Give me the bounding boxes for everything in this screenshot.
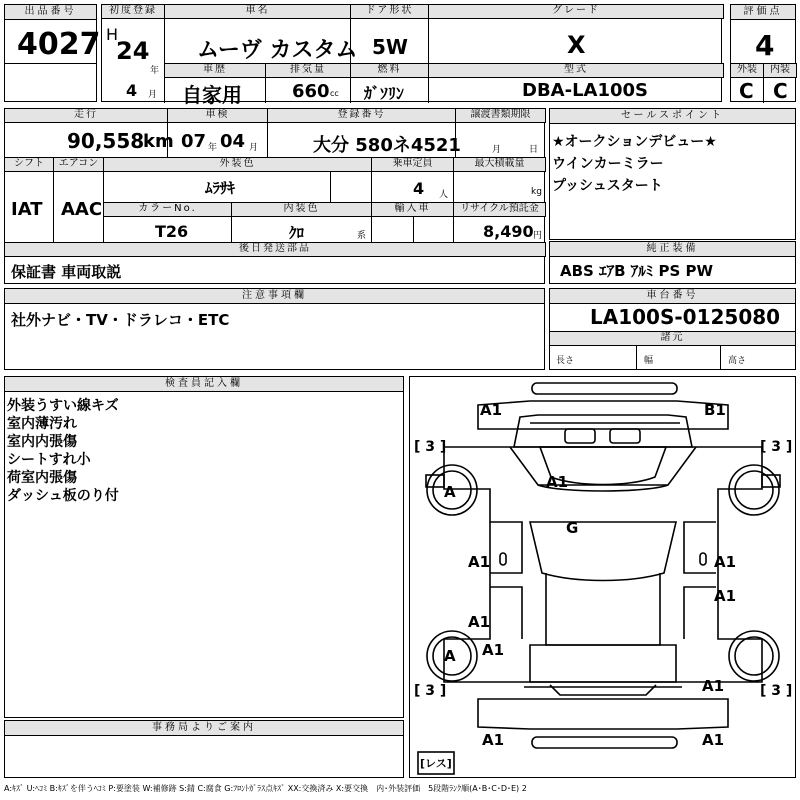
score-label: 評価点 <box>731 5 795 20</box>
int-color-suffix: 系 <box>357 231 367 241</box>
inspection-year-unit: 年 <box>208 143 218 153</box>
capacity: 4 <box>413 179 425 198</box>
year-unit: 年 <box>150 66 160 76</box>
spare-tire <box>420 755 452 771</box>
damage-mark: A1 <box>546 473 569 491</box>
color-no-label: カラーNo. <box>103 202 232 217</box>
bracket-open: [ <box>760 439 767 455</box>
fuel: ｶﾞｿﾘﾝ <box>364 84 405 103</box>
tire-depth: 3 <box>771 683 782 699</box>
office-label: 事務局よりご案内 <box>5 721 403 736</box>
max-load-label: 最大積載量 <box>453 157 546 172</box>
inspector-note: ダッシュ板のり付 <box>7 488 119 504</box>
recycle-label: リサイクル預託金 <box>453 202 546 217</box>
int-score: C <box>773 79 788 103</box>
length-label: 長さ <box>556 356 575 366</box>
transfer-day: 日 <box>529 145 539 155</box>
notes: 社外ナビ・TV・ドラレコ・ETC <box>11 311 230 329</box>
chassis-label: 車台番号 <box>550 289 795 304</box>
ac: AAC <box>61 199 103 220</box>
mileage-unit: km <box>143 131 174 152</box>
int-color-label: 内装色 <box>231 202 372 217</box>
first-reg-month: 4 <box>126 81 138 100</box>
max-load-unit: kg <box>531 187 542 197</box>
inspector-note: 外装うすい線キズ <box>7 398 119 414</box>
bracket-close: ] <box>446 757 452 770</box>
genuine-equipment: ABS ｴｱB ｱﾙﾐ PS PW <box>560 262 714 280</box>
chassis-number: LA100S-0125080 <box>590 305 781 329</box>
damage-mark: B1 <box>704 401 726 419</box>
car-name-label: 車名 <box>164 4 351 19</box>
notes-box <box>4 288 545 370</box>
detail-box <box>4 108 545 284</box>
tire-tread-rl <box>414 683 446 699</box>
grade: X <box>567 31 586 59</box>
shift-label: シフト <box>4 157 54 172</box>
damage-mark: A1 <box>482 641 505 659</box>
import-label: 輸入車 <box>371 202 454 217</box>
ext-color-label: 外装色 <box>103 157 372 172</box>
bracket-close: ] <box>785 683 793 699</box>
ext-color: ﾑﾗｻｷ <box>205 179 236 197</box>
inspector-box <box>4 376 404 718</box>
tire-depth: 3 <box>425 439 436 455</box>
damage-mark: A1 <box>714 587 737 605</box>
bracket-open: [ <box>760 683 767 699</box>
selling-points-box <box>549 108 796 240</box>
lot-box <box>4 4 101 102</box>
legend: A:ｷｽﾞ U:ﾍｺﾐ B:ｷｽﾞを伴うﾍｺﾐ P:要塗装 W:補修跡 S:錆 C:腐食 G:ﾌﾛﾝﾄｶﾞﾗｽ点ｷｽﾞ XX:交換済み X:要交換 内･外装評価 5段階ﾗﾝｸ順(A･B･C･D･E) 2 <box>4 784 527 793</box>
damage-mark: G <box>566 519 579 537</box>
fuel-label: 燃料 <box>350 63 429 78</box>
transfer-month: 月 <box>492 145 502 155</box>
inspector-note: シートすれ小 <box>7 452 91 468</box>
damage-mark: A1 <box>482 731 505 749</box>
later-parts: 保証書 車両取説 <box>11 263 122 281</box>
plate-label: 登録番号 <box>267 108 456 123</box>
spare-label: レス <box>425 757 447 770</box>
chassis-box <box>549 288 796 370</box>
bracket-open: [ <box>414 683 421 699</box>
plate-number: 大分 580ネ4521 <box>313 135 461 156</box>
ext-score: C <box>739 79 754 103</box>
tire-tread-fr <box>760 439 792 455</box>
car-diagram-svg <box>410 377 797 779</box>
color-no: T26 <box>155 222 189 241</box>
tire-depth: 3 <box>771 439 782 455</box>
bracket-close: ] <box>439 683 447 699</box>
height-label: 高さ <box>728 356 747 366</box>
damage-mark: A <box>444 483 456 501</box>
history-label: 車歴 <box>164 63 266 78</box>
model-label: 型式 <box>428 63 724 78</box>
bracket-open: [ <box>420 757 426 770</box>
ext-label: 外装 <box>730 63 764 78</box>
mileage: 90,558 <box>67 129 145 153</box>
selling-point: ★オークションデビュー★ <box>552 134 717 150</box>
transfer-label: 譲渡書類期限 <box>455 108 546 123</box>
grade-label: グレード <box>428 4 724 19</box>
damage-mark: A <box>444 647 456 665</box>
door-label: ドア形状 <box>350 4 429 19</box>
displacement-unit: cc <box>330 89 339 98</box>
width-label: 幅 <box>644 356 654 366</box>
car-diagram <box>409 376 796 778</box>
tire-depth: 3 <box>425 683 436 699</box>
displacement-label: 排気量 <box>265 63 351 78</box>
selling-point: プッシュスタート <box>552 178 663 194</box>
car-name: ムーヴ カスタム <box>197 38 358 63</box>
displacement: 660 <box>292 81 330 102</box>
inspection-year: 07 <box>181 131 207 152</box>
damage-mark: A1 <box>702 731 725 749</box>
mileage-label: 走行 <box>4 108 168 123</box>
damage-mark: A1 <box>702 677 725 695</box>
bracket-close: ] <box>439 439 447 455</box>
selling-point: ウインカーミラー <box>552 156 664 172</box>
tire-tread-rr <box>760 683 792 699</box>
genuine-equipment-box <box>549 241 796 284</box>
int-color: ｸﾛ <box>289 224 305 242</box>
selling-points-label: セールスポイント <box>550 109 795 124</box>
damage-mark: A1 <box>714 553 737 571</box>
recycle-fee: 8,490 <box>483 222 534 241</box>
vehicle-info-box <box>101 4 722 107</box>
inspector-note: 室内内張傷 <box>7 434 77 450</box>
era: H <box>106 25 119 44</box>
history: 自家用 <box>182 83 242 107</box>
inspection-month: 04 <box>220 131 246 152</box>
door-type: 5W <box>372 35 408 59</box>
lot-number: 4027 <box>17 27 101 62</box>
inspector-note: 荷室内張傷 <box>7 470 77 486</box>
score: 4 <box>755 29 775 62</box>
score-box <box>730 4 796 102</box>
recycle-unit: 円 <box>533 231 543 241</box>
month-unit: 月 <box>148 90 158 100</box>
damage-mark: A1 <box>468 613 491 631</box>
first-reg-label: 初度登録 <box>101 4 165 19</box>
notes-label: 注意事項欄 <box>5 289 544 304</box>
bracket-open: [ <box>414 439 421 455</box>
model: DBA-LA100S <box>522 80 648 101</box>
tire-tread-fl <box>414 439 446 455</box>
inspector-note: 室内薄汚れ <box>7 416 77 432</box>
first-reg-year: 24 <box>116 37 150 65</box>
genuine-equipment-label: 純正装備 <box>550 242 795 257</box>
lot-label: 出品番号 <box>5 5 96 20</box>
office-box <box>4 720 404 778</box>
inspector-label: 検査員記入欄 <box>5 377 403 392</box>
inspection-month-unit: 月 <box>249 143 259 153</box>
capacity-unit: 人 <box>439 190 449 200</box>
capacity-label: 乗車定員 <box>371 157 454 172</box>
specs-label: 諸元 <box>549 331 796 346</box>
damage-mark: A1 <box>468 553 491 571</box>
int-label: 内装 <box>763 63 797 78</box>
later-parts-label: 後日発送部品 <box>4 242 546 257</box>
bracket-close: ] <box>785 439 793 455</box>
damage-mark: A1 <box>480 401 503 419</box>
ac-label: エアコン <box>53 157 104 172</box>
inspection-label: 車検 <box>167 108 268 123</box>
shift: IAT <box>11 199 43 220</box>
